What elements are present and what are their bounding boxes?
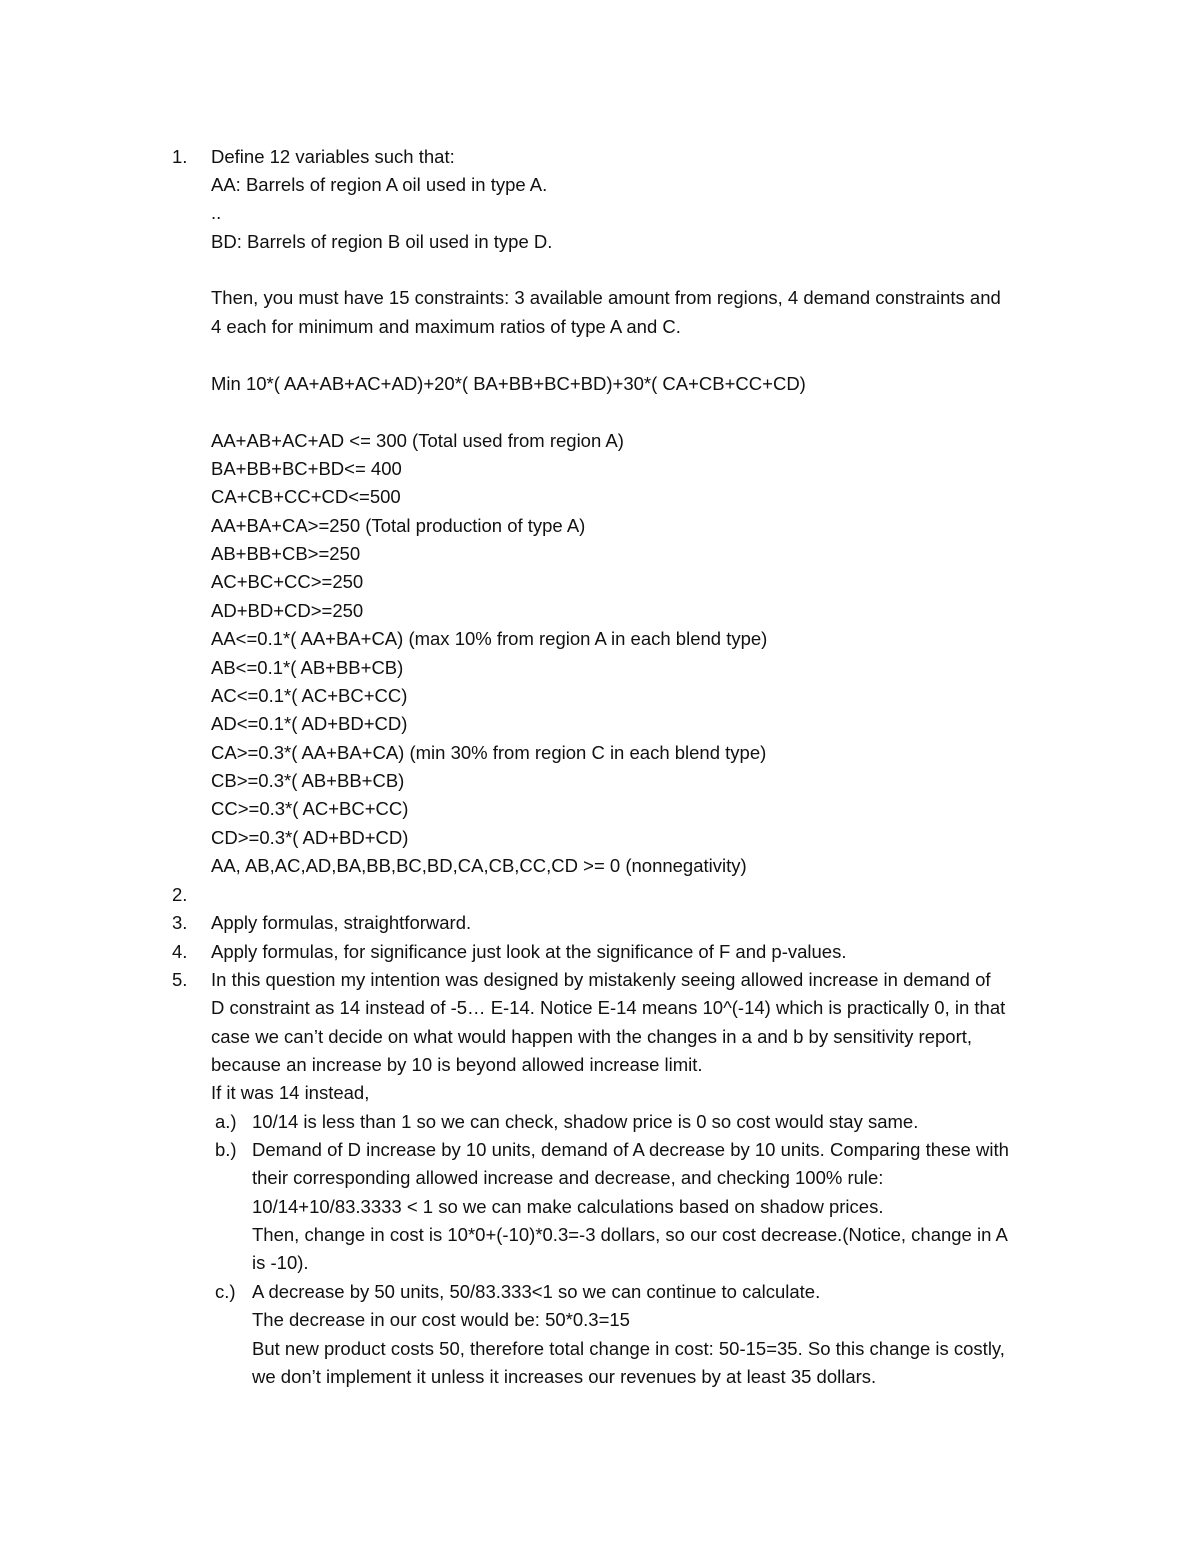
item-5-line-4: because an increase by 10 is beyond allowed increase limit. (211, 1054, 703, 1075)
constraint-line: AD+BD+CD>=250 (211, 600, 364, 621)
subitem-a-line-1: 10/14 is less than 1 so we can check, shadow price is 0 so cost would stay same. (252, 1111, 919, 1132)
item-3-text: Apply formulas, straightforward. (211, 912, 472, 933)
subitem-b-line-4: Then, change in cost is 10*0+(-10)*0.3=-3 dollars, so our cost decrease.(Notice, change in A (252, 1224, 1008, 1245)
subitem-b-line-5: is -10). (252, 1252, 309, 1273)
nonnegativity-line: AA, AB,AC,AD,BA,BB,BC,BD,CA,CB,CC,CD >= 0 (nonnegativity) (211, 855, 747, 876)
constraint-line: AA+BA+CA>=250 (Total production of type A) (211, 515, 586, 536)
subitem-c-line-1: A decrease by 50 units, 50/83.333<1 so we can continue to calculate. (252, 1281, 821, 1302)
subitem-c-line-4: we don’t implement it unless it increases our revenues by at least 35 dollars. (252, 1366, 877, 1387)
constraint-line: AA+AB+AC+AD <= 300 (Total used from region A) (211, 430, 624, 451)
constraint-line: CA+CB+CC+CD<=500 (211, 486, 401, 507)
item-1-line-7: 4 each for minimum and maximum ratios of type A and C. (211, 316, 681, 337)
item-5-line-2: D constraint as 14 instead of -5… E-14. Notice E-14 means 10^(-14) which is practically 0, in that (211, 997, 1006, 1018)
item-1-line-1: Define 12 variables such that: (211, 146, 455, 167)
constraint-line: AA<=0.1*( AA+BA+CA) (max 10% from region A in each blend type) (211, 628, 768, 649)
constraint-line: AC+BC+CC>=250 (211, 571, 364, 592)
item-3-number: 3. (172, 912, 188, 933)
subitem-b-line-1: Demand of D increase by 10 units, demand of A decrease by 10 units. Comparing these with (252, 1139, 1009, 1160)
subitem-b-marker: b.) (215, 1139, 237, 1160)
constraint-line: CA>=0.3*( AA+BA+CA) (min 30% from region C in each blend type) (211, 742, 767, 763)
item-1-line-4: BD: Barrels of region B oil used in type D. (211, 231, 553, 252)
item-1-line-3: .. (211, 202, 222, 223)
constraint-line: AD<=0.1*( AD+BD+CD) (211, 713, 408, 734)
subitem-a-marker: a.) (215, 1111, 237, 1132)
item-5-line-1: In this question my intention was designed by mistakenly seeing allowed increase in demand of (211, 969, 991, 990)
item-5-number: 5. (172, 969, 188, 990)
subitem-b-line-3: 10/14+10/83.3333 < 1 so we can make calculations based on shadow prices. (252, 1196, 884, 1217)
item-5-line-5: If it was 14 instead, (211, 1082, 370, 1103)
constraint-line: AB<=0.1*( AB+BB+CB) (211, 657, 404, 678)
constraint-line: AB+BB+CB>=250 (211, 543, 361, 564)
constraint-line: CB>=0.3*( AB+BB+CB) (211, 770, 405, 791)
item-5-line-3: case we can’t decide on what would happen with the changes in a and b by sensitivity report, (211, 1026, 973, 1047)
item-1-line-6: Then, you must have 15 constraints: 3 available amount from regions, 4 demand constraints and (211, 287, 1001, 308)
subitem-c-line-2: The decrease in our cost would be: 50*0.3=15 (252, 1309, 630, 1330)
constraint-line: AC<=0.1*( AC+BC+CC) (211, 685, 408, 706)
item-2-number: 2. (172, 884, 188, 905)
subitem-c-marker: c.) (215, 1281, 236, 1302)
constraint-line: BA+BB+BC+BD<= 400 (211, 458, 402, 479)
item-4-number: 4. (172, 941, 188, 962)
item-4-text: Apply formulas, for significance just look at the significance of F and p-values. (211, 941, 847, 962)
objective-function: Min 10*( AA+AB+AC+AD)+20*( BA+BB+BC+BD)+30*( CA+CB+CC+CD) (211, 373, 806, 394)
constraint-line: CC>=0.3*( AC+BC+CC) (211, 798, 409, 819)
constraint-line: CD>=0.3*( AD+BD+CD) (211, 827, 409, 848)
item-1-number: 1. (172, 146, 188, 167)
subitem-c-line-3: But new product costs 50, therefore total change in cost: 50-15=35. So this change is costly, (252, 1338, 1005, 1359)
item-1-line-2: AA: Barrels of region A oil used in type A. (211, 174, 548, 195)
subitem-b-line-2: their corresponding allowed increase and decrease, and checking 100% rule: (252, 1167, 884, 1188)
